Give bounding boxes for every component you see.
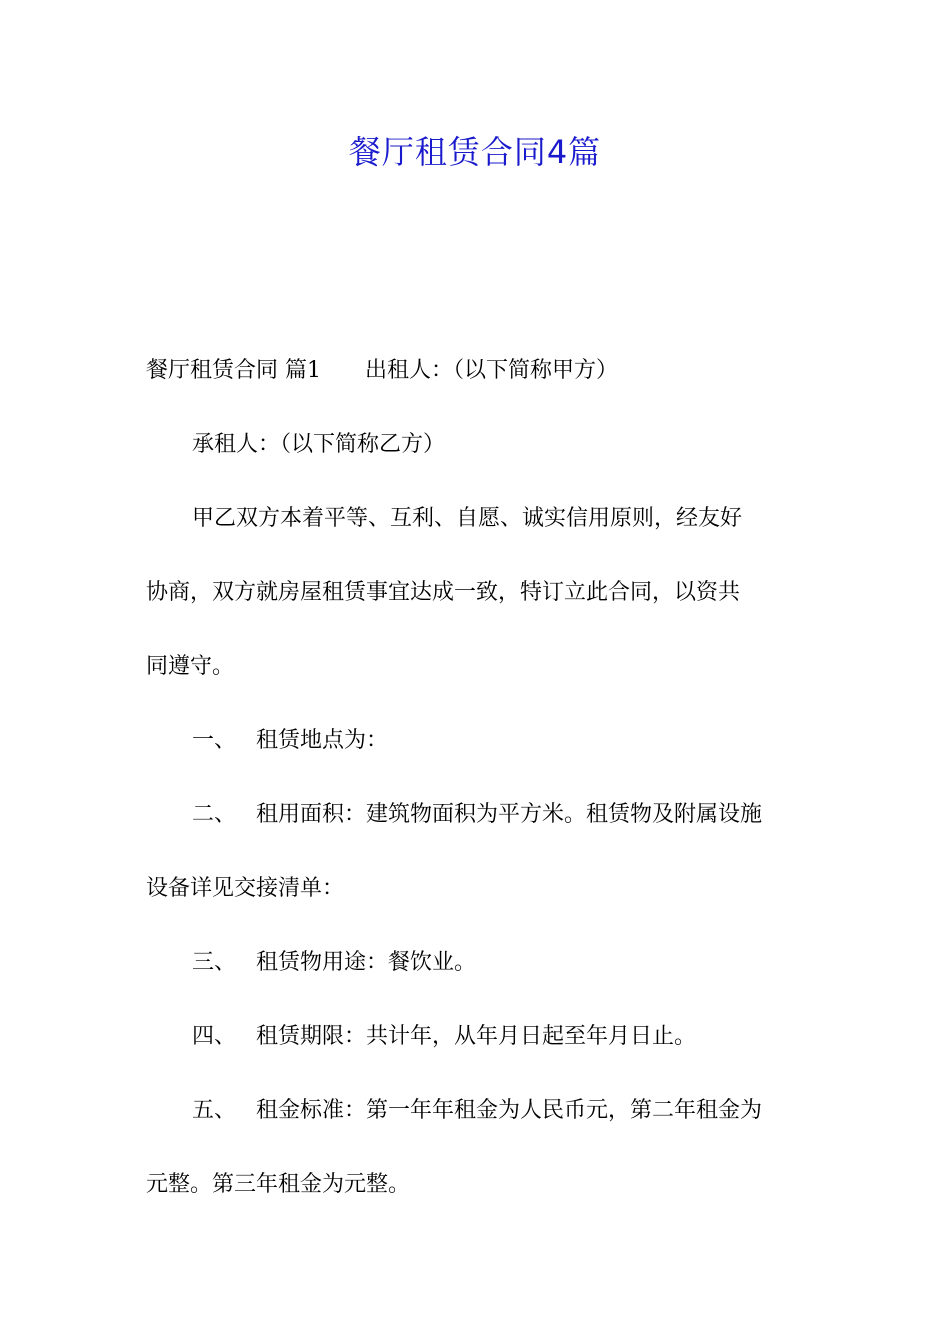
clause-number: 二、 (192, 802, 237, 827)
clause-number: 四、 (192, 1024, 237, 1049)
clause-text: 租金标准：第一年年租金为人民币元，第二年租金为 (256, 1098, 763, 1123)
document-title: 餐厅租赁合同4篇 (348, 133, 602, 171)
preamble-line: 同遵守。 (146, 654, 235, 679)
clause-5 (146, 1074, 808, 1148)
preamble-line: 协商，双方就房屋租赁事宜达成一致，特订立此合同，以资共 (146, 580, 741, 605)
clause-5-continuation: 元整。第三年租金为元整。 (146, 1172, 411, 1197)
clause-4 (146, 1000, 808, 1074)
clause-2-continuation: 设备详见交接清单： (146, 876, 345, 901)
clause-3 (146, 926, 808, 1000)
preamble-line: 甲乙双方本着平等、互利、自愿、诚实信用原则，经友好 (192, 506, 743, 531)
clause-number: 三、 (192, 950, 237, 975)
clause-text: 租赁地点为： (256, 728, 389, 753)
part-label: 餐厅租赁合同 篇1 (146, 358, 321, 383)
heading-line (146, 334, 808, 408)
lessee-line: 承租人：（以下简称乙方） (192, 432, 446, 457)
clause-number: 五、 (192, 1098, 237, 1123)
clause-1 (146, 704, 808, 778)
clause-text: 租赁物用途：餐饮业。 (256, 950, 477, 975)
clause-text: 租赁期限：共计年，从年月日起至年月日止。 (256, 1024, 697, 1049)
clause-text: 租用面积：建筑物面积为平方米。租赁物及附属设施 (256, 802, 763, 827)
clause-2 (146, 778, 808, 852)
document-body (146, 334, 808, 1222)
lessor-line: 出租人：（以下简称甲方） (365, 358, 619, 383)
clause-number: 一、 (192, 728, 237, 753)
